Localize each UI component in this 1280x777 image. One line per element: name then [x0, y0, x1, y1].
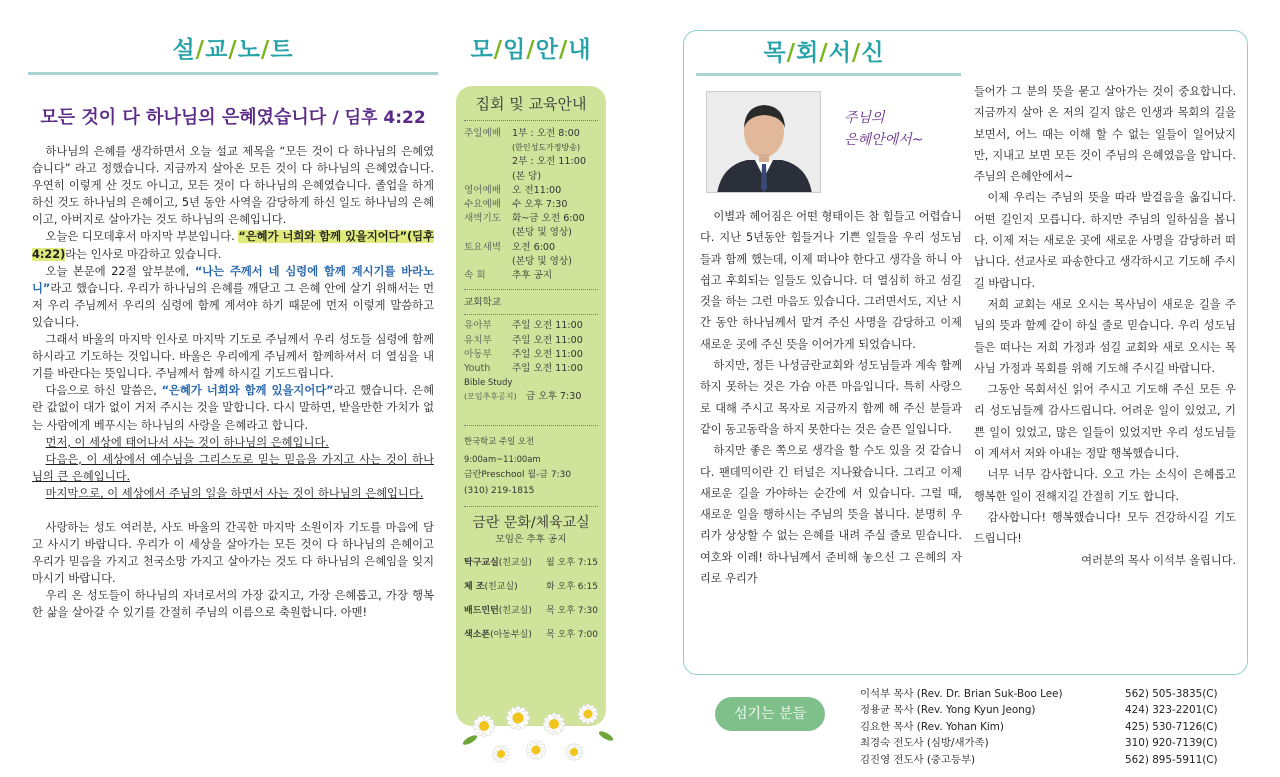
class-room: (친교실) [498, 606, 532, 617]
class-room: (친교실) [484, 582, 518, 593]
heading-divider [696, 73, 961, 76]
schedule-row [464, 226, 598, 240]
class-name: 색소폰 [464, 630, 491, 641]
sermon-note-heading: 설/교/노/트 [172, 37, 294, 63]
staff-row [860, 702, 1255, 718]
schedule-row [464, 255, 598, 269]
sermon-paragraph: 그래서 바울의 마지막 인사로 마지막 기도로 주님께서 우리 성도들 심령에 함께 하시라고 기도하는 것입니다. 바울은 우리에게 주님께서 함께하셔서 더 열심을 내기를 바란다는 뜻입니다. 주님께서 함께 하시길 기도드립니다. [32, 333, 434, 381]
highlighted-verse: “은혜가 너희와 함께 있을지어다”(딤후 4:22) [32, 230, 434, 261]
sermon-paragraph: 오늘은 디모데후서 마지막 부분입니다. “은혜가 너희와 함께 있을지어다”(딤후 4:22)라는 인사로 마감하고 있습니다. [32, 230, 434, 261]
staff-row [860, 719, 1255, 735]
culture-class-name [464, 551, 532, 575]
pastor-letter-section [683, 30, 1248, 675]
schedule-card [456, 86, 606, 726]
schedule-time: 추후 공지 [512, 270, 553, 282]
pastor-photo [706, 91, 821, 193]
schedule-row [464, 184, 598, 198]
culture-class-name [464, 599, 532, 623]
schedule-label [464, 170, 512, 184]
staff-phone: 562) 895-5911(C) [1125, 753, 1218, 766]
meeting-guide-section [456, 28, 606, 758]
staff-phone: 424) 323-2201(C) [1125, 704, 1218, 717]
schedule-row [464, 127, 598, 141]
school-time: 주일 오전 11:00 [512, 334, 583, 346]
sermon-body [28, 143, 438, 622]
culture-class-row [464, 623, 598, 647]
letter-paragraph: 저희 교회는 새로 오시는 목사님이 새로운 길을 주님의 뜻과 함께 같이 하실 줄로 믿습니다. 우리 성도님들은 떠나는 저희 가정과 섬길 교회와 새로 오시는 목사님 가정과 목회를 위해 기도해 주시길 바랍니다. [974, 297, 1236, 375]
school-time: 주일 오전 11:00 [512, 320, 583, 332]
class-name: 탁구교실 [464, 558, 499, 569]
daisy-flowers-icon [456, 678, 616, 768]
culture-class-note: 모임은 추후 공지 [495, 533, 567, 545]
staff-phone: 425) 530-7126(C) [1125, 720, 1218, 733]
staff-phone: 562) 505-3835(C) [1125, 688, 1218, 700]
worship-schedule [464, 127, 598, 283]
schedule-label [464, 141, 512, 155]
letter-signature: 여러분의 목사 이석부 올립니다. [1081, 553, 1236, 567]
schedule-time: 1부 : 오전 8:00 [512, 128, 580, 139]
letter-greeting: 주님의 은혜안에서~ [844, 110, 924, 148]
preschool: 금란Preschool 월-금 7:30 [464, 469, 572, 480]
culture-class-list [464, 551, 598, 647]
class-room: (아동부실) [490, 630, 532, 641]
schedule-label [464, 255, 512, 269]
sermon-title: 모든 것이 다 하나님의 은혜였습니다 / 딤후 4:22 [40, 107, 426, 128]
schedule-row [464, 141, 598, 155]
schedule-time: 2부 : 오전 11:00 [512, 156, 586, 168]
culture-class-row [464, 599, 598, 623]
quoted-verse: “은혜가 너희와 함께 있을지어다” [161, 384, 334, 398]
letter-paragraph: 하지만 좋은 쪽으로 생각을 할 수도 있을 것 같습니다. 팬데믹이란 긴 터널은 지나왔습니다. 그리고 이제 새로운 길을 가야하는 순간에 서 있습니다. 그럴 때, 새로운 일을 행하시는 주님의 뜻을 봅니다. 분명히 우리가 상상할 수 없는 은혜를 내려 주실 줄로 믿습니다. 여호와 이레! 하나님께서 준비해 놓으신 그 은혜의 자리로 우리가 [700, 444, 962, 586]
quoted-verse: “나는 주께서 네 심령에 함께 계시기를 바라노니” [32, 264, 434, 295]
class-time: 목 오후 7:30 [545, 606, 598, 617]
sermon-paragraph: 사랑하는 성도 여러분, 사도 바울의 간곡한 마지막 소원이자 기도를 마음에 담고 사시기 바랍니다. 우리가 이 세상을 살아가는 모든 것이 다 하나님의 은혜이고 우리가 믿음을 가지고 천국소망 가지고 살아가는 것도 다 하나님의 은혜임을 잊지 마시기 바랍니다. [32, 520, 434, 586]
letter-paragraph: 이제 우리는 주님의 뜻을 따라 발걸음을 옮깁니다. 어떤 길인지 모릅니다. 하지만 주님의 일하심을 봅니다. 이제 저는 새로운 곳에 새로운 사명을 감당하러 떠납니다. 선교사로 파송한다고 생각하시고 기도해 주시길 바랍니다. [974, 191, 1236, 290]
schedule-time: (본당 및 영상) [512, 255, 572, 267]
culture-class-row [464, 551, 598, 575]
letter-text-right [974, 81, 1236, 571]
sermon-paragraph: 다음으로 하신 말씀은, “은혜가 너희와 함께 있을지어다”라고 했습니다. 은혜란 값없이 대가 없이 거저 주시는 것을 말합니다. 다시 말하면, 받을만한 가치가 없는 사람에게 베푸시는 하나님의 사랑을 은혜라고 합니다. [32, 384, 435, 432]
class-room: (친교실) [498, 558, 532, 569]
schedule-card-title: 집회 및 교육안내 [464, 94, 598, 121]
schedule-time: (한인성도가정방송) [512, 143, 581, 153]
schedule-time: (본당 및 영상) [512, 227, 572, 239]
letter-text-left [700, 206, 962, 589]
schedule-time: 오 전11:00 [512, 184, 562, 196]
class-time: 목 오후 7:00 [545, 630, 598, 641]
heading-divider [28, 72, 438, 75]
staff-name: 최경숙 전도사 (심방/새가족) [860, 737, 989, 750]
staff-row [860, 752, 1255, 768]
staff-name: 김요한 목사 (Rev. Yohan Kim) [860, 720, 1004, 733]
schedule-label [464, 155, 512, 169]
staff-name: 이석부 목사 (Rev. Dr. Brian Suk-Boo Lee) [860, 688, 1063, 700]
staff-name: 정용균 목사 (Rev. Yong Kyun Jeong) [860, 704, 1036, 717]
schedule-label: 새벽기도 [464, 213, 502, 225]
schedule-time: 수 오후 7:30 [512, 199, 568, 211]
letter-paragraph: 하지만, 정든 나성금란교회와 성도님들과 계속 함께 하지 못하는 것은 가슴 아픈 마음입니다. 특히 사랑으로 대해 주시고 목자로 지금까지 함께 해 주신 분들과 같이 동고동락을 하지 못한다는 것은 슬픈 일입니다. [700, 359, 962, 436]
school-department: 아동부 [464, 348, 492, 360]
schedule-time: 화~금 오전 6:00 [512, 213, 585, 225]
sermon-paragraph: 오늘 본문에 22절 앞부분에, “나는 주께서 네 심령에 함께 계시기를 바라노니”라고 했습니다. 우리가 하나님의 은혜를 깨닫고 그 은혜 안에 살기 위해서는 먼저 우리 주님께서 우리의 심령에 함께 계셔야 하기 때문에 먼저 이렇게 말씀하고 있습니다. [32, 264, 434, 329]
school-row [464, 319, 598, 333]
bible-study-row: (모임추후공지) 금 오후 7:30 [464, 391, 582, 403]
culture-class-name [464, 623, 532, 647]
schedule-label [464, 226, 512, 240]
schedule-time: 오전 6:00 [512, 241, 556, 253]
meeting-guide-heading: 모/임/안/내 [470, 37, 592, 63]
schedule-label: 영어예배 [464, 184, 502, 196]
pastor-portrait-icon [707, 92, 821, 193]
sermon-point: 마지막으로, 이 세상에서 주님의 일을 하면서 사는 것이 하나님의 은혜입니다. [45, 486, 424, 500]
schedule-label: 수요예배 [464, 199, 502, 211]
school-department: Youth [464, 363, 491, 375]
schedule-time: (본 당) [512, 170, 542, 182]
school-row [464, 334, 598, 348]
class-time: 화 오후 6:15 [545, 582, 598, 593]
culture-class-row [464, 575, 598, 599]
class-time: 월 오후 7:15 [545, 558, 598, 569]
church-school-title: 교회학교 [464, 297, 502, 309]
schedule-row [464, 241, 598, 255]
school-row [464, 362, 598, 376]
culture-class-name [464, 575, 518, 599]
sermon-point: 먼저, 이 세상에 태어나서 사는 것이 하나님의 은혜입니다. [45, 435, 329, 449]
schedule-row [464, 212, 598, 226]
schedule-row [464, 269, 598, 283]
church-school-schedule [464, 319, 598, 376]
sermon-point: 다음은, 이 세상에서 예수님을 그리스도로 믿는 믿음을 가지고 사는 것이 하나님의 큰 은혜입니다. [32, 452, 434, 483]
schedule-label: 주일예배 [464, 128, 502, 139]
schedule-row [464, 155, 598, 169]
letter-paragraph: 감사합니다! 행복했습니다! 모두 건강하시길 기도 드립니다! [974, 510, 1236, 546]
letter-paragraph: 이별과 헤어짐은 어떤 형태이든 참 힘들고 어렵습니다. 지난 5년동안 힘들거나 기쁜 일들을 우리 성도님들과 함께 했는데, 이제 떠나야 한다고 생각을 하니 아쉽고 후회되는 일들도 있습니다. 더 열심히 하고 섬길 것을 하는 그런 마음도 있습니다. 그러면서도, 지난 시간 동안 하나님께서 맡겨 주신 사명을 감당하고 이제 새로운 곳에 주신 뜻을 이어가게 되었습니다. [700, 210, 962, 351]
bible-study-label: Bible Study [464, 378, 513, 389]
staff-label-badge: 섬기는 분들 [715, 697, 825, 731]
schedule-label: 토요새벽 [464, 241, 502, 253]
staff-name: 김진영 전도사 (중고등부) [860, 753, 976, 766]
schedule-row [464, 170, 598, 184]
letter-paragraph: 들어가 그 분의 뜻을 묻고 살아가는 것이 중요합니다. 지금까지 살아 온 저의 길지 않은 인생과 목회의 길을 보면서, 어느 때는 이해 할 수 없는 일들이 일어났지만, 지내고 보면 모든 것이 주님의 은혜였음을 압니다. 주님의 은혜안에서~ [974, 85, 1236, 184]
school-time: 주일 오전 11:00 [512, 363, 583, 375]
schedule-label: 속 회 [464, 270, 486, 282]
staff-phone: 310) 920-7139(C) [1125, 737, 1218, 750]
school-department: 유치부 [464, 334, 492, 346]
phone-number: (310) 219-1815 [464, 485, 535, 496]
sermon-note-section [28, 28, 438, 768]
sermon-paragraph: 우리 온 성도들이 하나님의 자녀로서의 가장 값지고, 가장 은혜롭고, 가장 행복한 삶을 살아갈 수 있기를 간절히 주님의 이름으로 축원합니다. 아멘! [32, 589, 434, 620]
culture-class-title: 금란 문화/체육교실 [472, 514, 590, 531]
pastor-letter-heading: 목/회/서/신 [763, 40, 885, 66]
school-time: 주일 오전 11:00 [512, 348, 583, 360]
letter-paragraph: 너무 너무 감사합니다. 오고 가는 소식이 은혜롭고 행복한 일이 전해지길 간절히 기도 합니다. [974, 468, 1236, 503]
schedule-row [464, 198, 598, 212]
class-name: 체 조 [464, 582, 485, 593]
sermon-paragraph: 하나님의 은혜를 생각하면서 오늘 설교 제목을 “모든 것이 다 하나님의 은혜였습니다” 라고 정했습니다. 지금까지 살아온 모든 것이 다 하나님의 은혜였습니다. 우연히 이렇게 산 것도 아니고, 모든 것이 다 하나님의 은혜였습니다. 졸업을 하게 하신 것도 하나님의 은혜이고, 5년 동안 사역을 감당하게 하신 일도 하나님의 은혜이고, 아버지로 살아가는 것도 하나님의 은혜입니다. [32, 145, 434, 227]
class-name: 배드민턴 [464, 606, 499, 617]
staff-list [860, 686, 1255, 768]
scripture-reference: / 딤후 4:22 [332, 108, 426, 128]
korean-school: 한국학교 주일 오전 9:00am~11:00am [464, 435, 541, 464]
staff-row [860, 735, 1255, 751]
staff-row [860, 686, 1255, 702]
school-department: 유아부 [464, 320, 492, 332]
school-row [464, 348, 598, 362]
letter-paragraph: 그동안 목회서신 읽어 주시고 기도해 주신 모든 우리 성도님들께 감사드립니다. 어려운 일이 있었고, 기쁜 일이 있었고, 많은 일들이 있었지만 우리 성도님들이 계셔서 저와 아내는 정말 행복했습니다. [974, 383, 1236, 461]
